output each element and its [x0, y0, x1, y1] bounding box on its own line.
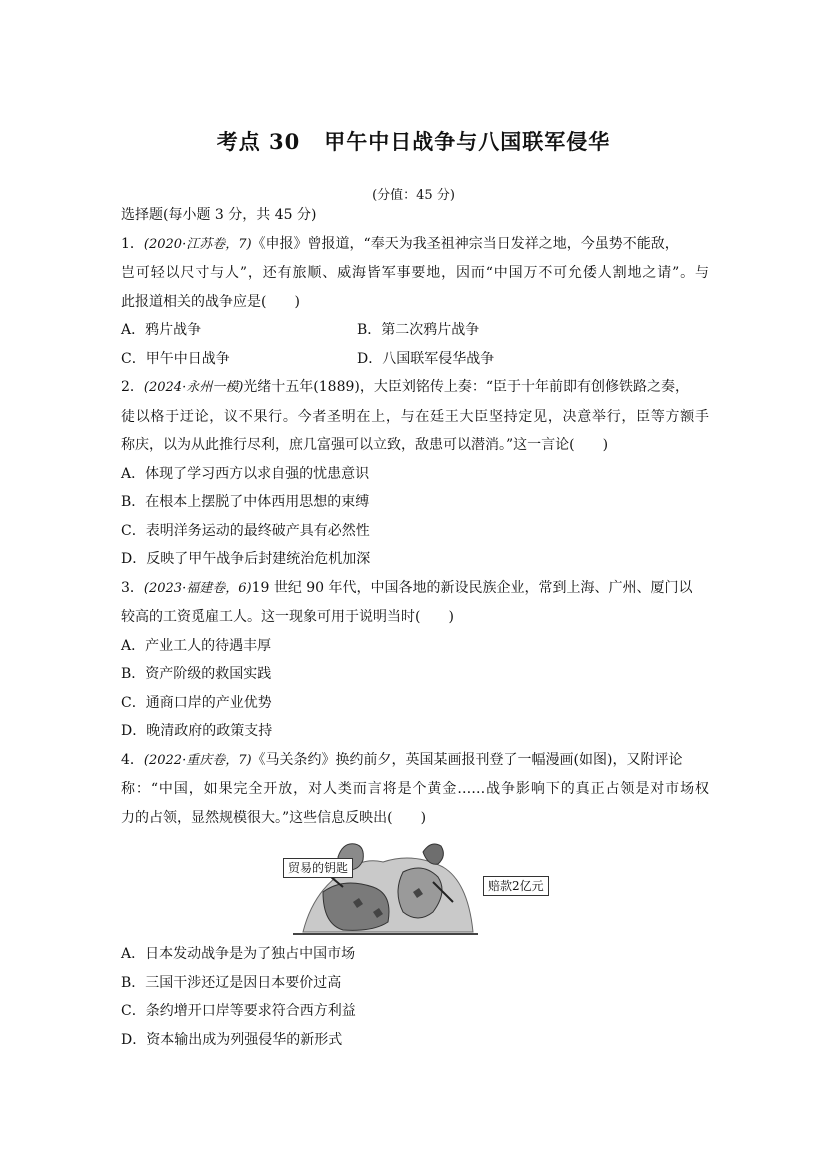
option-b[interactable]: B．在根本上摆脱了中体西用思想的束缚: [121, 494, 370, 510]
option-a[interactable]: A．体现了学习西方以求自强的忧患意识: [121, 465, 370, 482]
question-source: (2023·福建卷，6): [143, 580, 252, 596]
question-1-line-3: 此报道相关的战争应是( ): [121, 293, 300, 310]
label-indemnity: 赔款2亿元: [483, 876, 549, 896]
question-4: [121, 746, 709, 1055]
question-text: 19 世纪 90 年代，中国各地的新设民族企业，常到上海、广州、厦门以: [251, 579, 693, 596]
option-row: [121, 345, 709, 374]
question-number: 4．: [121, 751, 144, 768]
option-a[interactable]: A．日本发动战争是为了独占中国市场: [121, 946, 356, 962]
question-2: [121, 373, 709, 574]
question-3: [121, 574, 709, 746]
question-number: 2．: [121, 379, 144, 395]
question-list: [121, 201, 709, 1054]
option-a[interactable]: A．产业工人的待遇丰厚: [121, 637, 272, 654]
question-text: 《马关条约》换约前夕，英国某画报刊登了一幅漫画(如图)，又附评论: [251, 751, 683, 768]
question-2-line-3: 称庆，以为从此推行尽利，庶几富强可以立致，敌患可以潜消。”这一言论( ): [121, 437, 609, 453]
option-b[interactable]: B．资产阶级的救国实践: [121, 666, 272, 682]
option-d[interactable]: D．八国联军侵华战争: [357, 350, 495, 367]
question-4-line-3: 力的占领，显然规模很大。”这些信息反映出( ): [121, 809, 427, 826]
option-a[interactable]: A．鸦片战争: [121, 322, 202, 338]
page-title: [0, 126, 827, 156]
title-number: 考点 30: [216, 129, 301, 154]
question-source: (2022·重庆卷，7): [143, 752, 252, 768]
title-text: 甲午中日战争与八国联军侵华: [324, 129, 611, 154]
question-4-line-1: [121, 746, 709, 776]
question-3-line-2: 较高的工资觅雇工人。这一现象可用于说明当时( ): [121, 609, 454, 625]
score-note: (分值：45 分): [372, 188, 455, 203]
option-d[interactable]: D．晚清政府的政策支持: [121, 723, 273, 739]
option-d[interactable]: D．反映了甲午战争后封建统治危机加深: [121, 551, 371, 567]
question-3-line-1: [121, 574, 709, 604]
cartoon-figure: [121, 832, 721, 940]
question-1-line-1: [121, 230, 709, 260]
option-row: [121, 316, 709, 345]
option-b[interactable]: B．三国干涉还辽是因日本要价过高: [121, 974, 342, 991]
question-4-line-2: 称：“中国，如果完全开放，对人类而言将是个黄金……战争影响下的真正占领是对市场权: [121, 781, 709, 797]
option-c[interactable]: C．表明洋务运动的最终破产具有必然性: [121, 522, 370, 539]
question-number: 1．: [121, 235, 144, 252]
option-c[interactable]: C．条约增开口岸等要求符合西方利益: [121, 1003, 356, 1019]
option-c[interactable]: C．甲午中日战争: [121, 350, 230, 367]
option-d[interactable]: D．资本输出成为列强侵华的新形式: [121, 1031, 343, 1048]
question-1: [121, 230, 709, 374]
question-1-line-2: 岂可轻以尺寸与人”，还有旅顺、威海皆军事要地，因而“中国万不可允倭人割地之请”。与: [121, 265, 709, 281]
question-2-line-1: [121, 373, 709, 403]
question-source: (2020·江苏卷，7): [143, 236, 252, 252]
cartoon-illustration: [283, 832, 483, 936]
section-heading: 选择题(每小题 3 分，共 45 分): [121, 207, 317, 223]
question-2-line-2: 徒以格于迂论，议不果行。今者圣明在上，与在廷王大臣坚持定见，决意举行，臣等方额手: [121, 408, 709, 425]
option-b[interactable]: B．第二次鸦片战争: [357, 322, 480, 338]
label-trade-key: 贸易的钥匙: [283, 858, 353, 878]
question-source: (2024·永州一模): [143, 380, 244, 395]
question-text: 光绪十五年(1889)，大臣刘铭传上奏：“臣于十年前即有创修铁路之奏，: [243, 379, 690, 395]
question-text: 《申报》曾报道，“奉天为我圣祖神宗当日发祥之地，今虽势不能敌，: [251, 235, 679, 252]
option-c[interactable]: C．通商口岸的产业优势: [121, 694, 272, 711]
question-number: 3．: [121, 579, 144, 596]
